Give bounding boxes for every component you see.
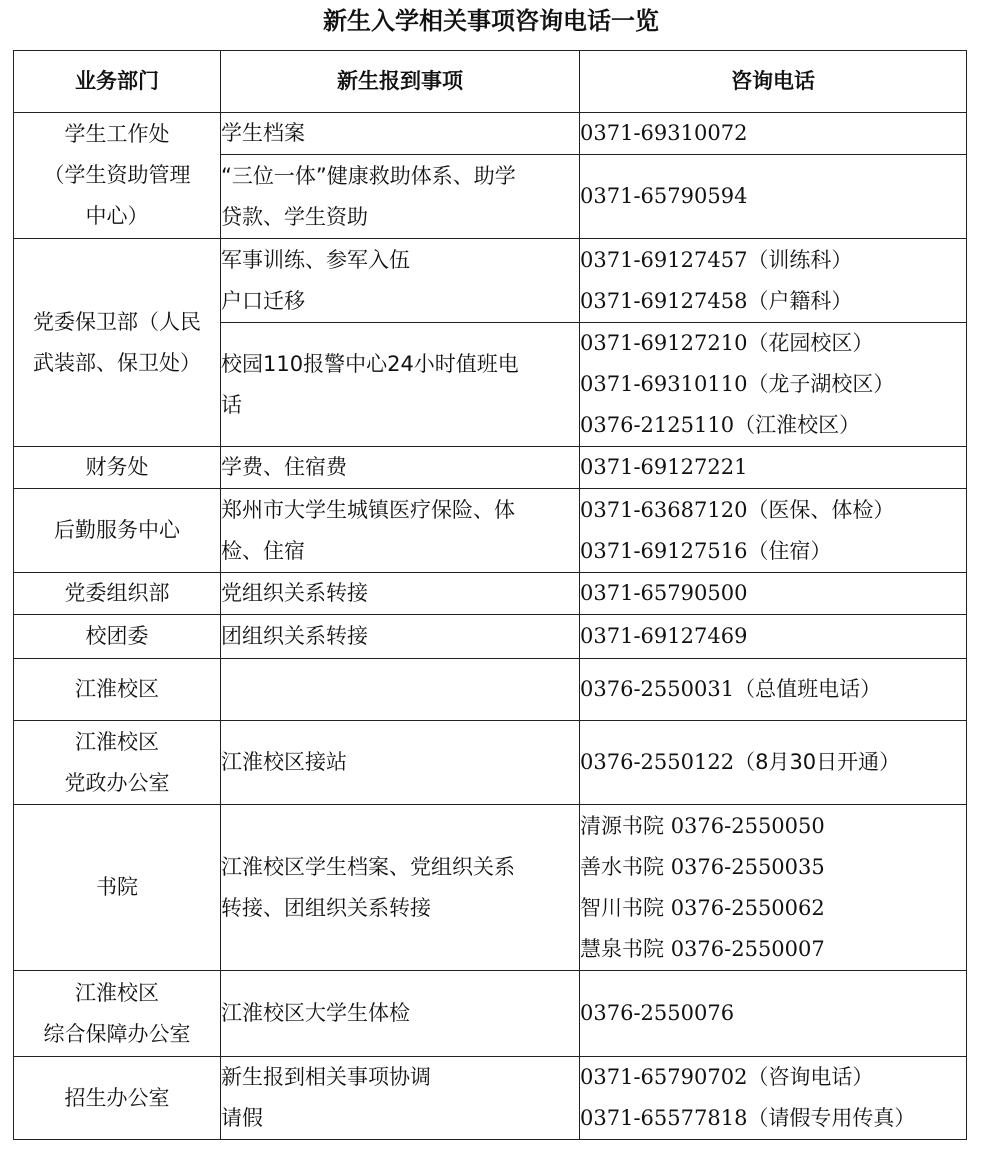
table-row <box>14 573 967 615</box>
matter-line: 转接、团组织关系转接 <box>221 895 431 920</box>
phone-line <box>580 281 966 322</box>
department-cell <box>14 1057 221 1140</box>
department-line: 党政办公室 <box>64 770 170 795</box>
matter-line: 江淮校区接站 <box>221 750 347 774</box>
phone-cell <box>580 573 967 615</box>
phone-number: 0371-65790594 <box>580 184 748 208</box>
phone-line <box>580 323 966 364</box>
phone-number: 0371-69127221 <box>580 455 748 479</box>
department-line: 后勤服务中心 <box>54 518 180 542</box>
department-line: 校团委 <box>85 624 149 648</box>
phone-number: 0376-2550031 <box>580 677 735 701</box>
table-row <box>14 239 967 323</box>
phone-line <box>580 405 966 446</box>
department-line: 党委保卫部（人民 <box>33 309 201 334</box>
department-line: 财务处 <box>85 455 149 479</box>
department-line: 党委组织部 <box>64 581 170 605</box>
matter-cell <box>221 615 580 659</box>
matter-line: 党组织关系转接 <box>221 581 368 605</box>
phone-cell <box>580 155 967 239</box>
phone-cell <box>580 113 967 155</box>
matter-line: 贷款、学生资助 <box>221 204 368 229</box>
department-line: 江淮校区 <box>75 980 159 1005</box>
phone-note: （住宿） <box>747 538 832 563</box>
table-row <box>14 971 967 1057</box>
phone-line <box>580 929 966 970</box>
phone-note: （医保、体检） <box>747 497 895 522</box>
phone-cell <box>580 615 967 659</box>
matter-cell <box>221 971 580 1057</box>
phone-number: 0376-2550050 <box>670 813 825 838</box>
phone-line <box>580 669 966 710</box>
phone-note: 智川书院 <box>580 895 671 920</box>
matter-cell <box>221 155 580 239</box>
phone-note: 清源书院 <box>580 813 671 838</box>
phone-number: 0371-69310110 <box>580 372 748 396</box>
header-dept: 业务部门 <box>14 51 221 113</box>
phone-number: 0371-69127210 <box>580 331 748 355</box>
phone-note: （总值班电话） <box>734 677 882 701</box>
matter-cell <box>221 721 580 805</box>
phone-number: 0376-2550035 <box>670 854 825 879</box>
table-body <box>14 113 967 1140</box>
matter-line: 新生报到相关事项协调 <box>221 1065 431 1089</box>
phone-note: （龙子湖校区） <box>747 372 895 396</box>
matter-line: 请假 <box>221 1106 263 1130</box>
phone-number: 0371-63687120 <box>580 497 748 522</box>
department-cell <box>14 971 221 1057</box>
department-cell <box>14 805 221 971</box>
matter-cell <box>221 113 580 155</box>
department-line: 武装部、保卫处） <box>33 350 201 375</box>
phone-cell <box>580 805 967 971</box>
phone-line <box>580 573 966 614</box>
matter-line: 学生档案 <box>221 121 305 145</box>
phone-line <box>580 176 966 217</box>
phone-line <box>580 1098 966 1139</box>
phone-cell <box>580 323 967 447</box>
matter-line: 团组织关系转接 <box>221 624 368 648</box>
department-cell <box>14 721 221 805</box>
phone-cell <box>580 447 967 489</box>
matter-line: 军事训练、参军入伍 <box>221 247 410 272</box>
phone-line <box>580 742 966 783</box>
phone-number: 0376-2125110 <box>580 413 735 437</box>
header-matter: 新生报到事项 <box>221 51 580 113</box>
phone-note: （咨询电话） <box>747 1065 874 1089</box>
matter-cell <box>221 489 580 573</box>
table-row <box>14 615 967 659</box>
phone-line <box>580 616 966 657</box>
matter-cell <box>221 323 580 447</box>
table-row <box>14 113 967 155</box>
phone-note: （户籍科） <box>747 288 853 313</box>
phone-line <box>580 1057 966 1098</box>
department-line: 江淮校区 <box>75 677 159 701</box>
phone-line <box>580 847 966 888</box>
phone-number: 0371-65790500 <box>580 581 748 605</box>
table-row <box>14 659 967 721</box>
phone-note: （请假专用传真） <box>747 1106 916 1130</box>
matter-cell <box>221 447 580 489</box>
phone-cell <box>580 659 967 721</box>
matter-cell <box>221 1057 580 1140</box>
phone-number: 0376-2550007 <box>670 936 825 961</box>
matter-line: 校园110报警中心24小时值班电 <box>221 351 519 376</box>
matter-cell <box>221 573 580 615</box>
phone-line <box>580 364 966 405</box>
phone-line <box>580 113 966 154</box>
phone-cell <box>580 971 967 1057</box>
department-cell <box>14 447 221 489</box>
phone-line <box>580 806 966 847</box>
matter-cell <box>221 805 580 971</box>
department-line: （学生资助管理 <box>43 163 191 187</box>
phone-line <box>580 240 966 281</box>
table-header-row <box>14 51 967 113</box>
phone-note: （训练科） <box>747 247 853 272</box>
phone-number: 0371-69127469 <box>580 624 748 648</box>
phone-number: 0371-69127516 <box>580 538 748 563</box>
phone-line <box>580 888 966 929</box>
matter-line: 话 <box>221 392 242 417</box>
matter-line: 郑州市大学生城镇医疗保险、体 <box>221 497 515 522</box>
department-cell <box>14 659 221 721</box>
header-phone: 咨询电话 <box>580 51 967 113</box>
matter-line: “三位一体”健康救助体系、助学 <box>221 163 516 188</box>
department-cell <box>14 489 221 573</box>
phone-number: 0371-69310072 <box>580 121 748 145</box>
phone-cell <box>580 1057 967 1140</box>
phone-note: （8月30日开通） <box>734 750 901 774</box>
matter-cell <box>221 659 580 721</box>
phone-number: 0376-2550062 <box>670 895 825 920</box>
department-line: 招生办公室 <box>64 1085 170 1110</box>
department-cell <box>14 239 221 447</box>
table-row <box>14 805 967 971</box>
phone-note: （花园校区） <box>747 331 874 355</box>
matter-cell <box>221 239 580 323</box>
matter-line: 检、住宿 <box>221 538 305 563</box>
department-line: 江淮校区 <box>75 729 159 754</box>
table-row <box>14 721 967 805</box>
phone-number: 0376-2550122 <box>580 750 735 774</box>
page-title: 新生入学相关事项咨询电话一览 <box>323 7 659 35</box>
contact-table <box>13 50 967 1140</box>
phone-cell <box>580 721 967 805</box>
phone-cell <box>580 239 967 323</box>
department-line: 书院 <box>96 875 138 899</box>
matter-line: 江淮校区大学生体检 <box>221 1001 410 1025</box>
department-line: 学生工作处 <box>64 122 170 146</box>
phone-number: 0371-69127457 <box>580 247 748 272</box>
phone-note: 慧泉书院 <box>580 936 671 961</box>
table-row <box>14 447 967 489</box>
phone-number: 0371-69127458 <box>580 288 748 313</box>
table-row <box>14 1057 967 1140</box>
phone-number: 0371-65577818 <box>580 1106 748 1130</box>
matter-line: 江淮校区学生档案、党组织关系 <box>221 854 515 879</box>
phone-line <box>580 993 966 1034</box>
department-cell <box>14 615 221 659</box>
phone-note: 善水书院 <box>580 854 671 879</box>
department-cell <box>14 113 221 239</box>
phone-line <box>580 447 966 488</box>
phone-note: （江淮校区） <box>734 413 861 437</box>
phone-cell <box>580 489 967 573</box>
matter-line: 户口迁移 <box>221 288 305 313</box>
department-line: 综合保障办公室 <box>43 1021 191 1046</box>
phone-line <box>580 531 966 572</box>
matter-line: 学费、住宿费 <box>221 455 347 479</box>
table-row <box>14 489 967 573</box>
department-cell <box>14 573 221 615</box>
phone-number: 0371-65790702 <box>580 1065 748 1089</box>
phone-line <box>580 490 966 531</box>
phone-number: 0376-2550076 <box>580 1001 735 1025</box>
department-line: 中心） <box>85 204 149 228</box>
